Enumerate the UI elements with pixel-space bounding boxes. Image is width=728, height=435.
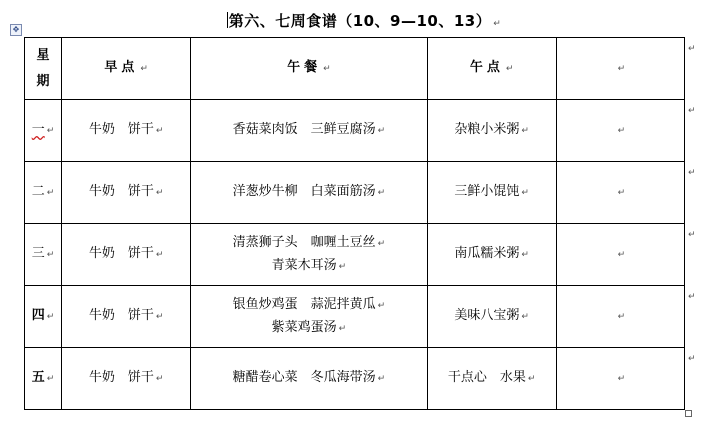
snack-cell[interactable] xyxy=(427,348,556,410)
extra-cell[interactable] xyxy=(556,286,684,348)
menu-title xyxy=(0,10,728,31)
day-label: 五 xyxy=(31,370,45,385)
breakfast-text: 牛奶 饼干 xyxy=(88,308,154,323)
row-end-mark-icon: ↵ xyxy=(688,354,696,364)
cell-end-mark-icon: ↵ xyxy=(155,188,164,198)
cell-end-mark-icon: ↵ xyxy=(155,374,164,384)
text-cursor xyxy=(227,12,228,28)
extra-cell[interactable] xyxy=(556,224,684,286)
cell-end-mark-icon: ↵ xyxy=(338,323,347,334)
cell-end-mark-icon: ↵ xyxy=(140,64,148,74)
lunch-cell[interactable] xyxy=(191,162,427,224)
breakfast-cell[interactable] xyxy=(62,100,191,162)
snack-cell[interactable] xyxy=(427,286,556,348)
cell-end-mark-icon: ↵ xyxy=(521,188,529,198)
snack-text: 三鲜小馄饨 xyxy=(454,184,520,199)
breakfast-text: 牛奶 饼干 xyxy=(88,246,154,261)
cell-end-mark-icon: ↵ xyxy=(527,374,536,384)
day-label: 一 xyxy=(31,122,45,137)
extra-cell[interactable] xyxy=(556,162,684,224)
lunch-text: 糖醋卷心菜 冬瓜海带汤 xyxy=(232,370,376,385)
extra-cell[interactable] xyxy=(556,100,684,162)
table-resize-handle[interactable] xyxy=(685,410,692,417)
cell-end-mark-icon: ↵ xyxy=(617,188,626,198)
table-header-row xyxy=(25,38,685,100)
cell-end-mark-icon: ↵ xyxy=(377,188,386,198)
breakfast-text: 牛奶 饼干 xyxy=(88,184,154,199)
paragraph-mark-icon: ↵ xyxy=(377,238,386,249)
cell-end-mark-icon: ↵ xyxy=(46,188,55,198)
lunch-line-1 xyxy=(191,232,426,255)
cell-end-mark-icon: ↵ xyxy=(521,312,529,322)
lunch-text: 青菜木耳汤 xyxy=(271,257,337,273)
menu-table xyxy=(24,37,685,410)
header-day-line1: 星 xyxy=(36,47,50,63)
menu-title-text: 第六、七周食谱（10、9—10、13） xyxy=(228,12,492,30)
snack-cell[interactable] xyxy=(427,162,556,224)
cell-end-mark-icon: ↵ xyxy=(521,126,529,136)
lunch-text: 紫菜鸡蛋汤 xyxy=(271,319,337,335)
lunch-line-1 xyxy=(191,294,426,317)
cell-end-mark-icon: ↵ xyxy=(155,312,164,322)
snack-text: 杂粮小米粥 xyxy=(454,122,520,137)
lunch-cell[interactable] xyxy=(191,224,427,286)
cell-end-mark-icon: ↵ xyxy=(46,312,55,322)
snack-text: 干点心 水果 xyxy=(447,370,526,385)
header-day-line2: 期 xyxy=(36,73,50,89)
header-extra-cell[interactable] xyxy=(556,38,684,100)
header-breakfast-label: 早点 xyxy=(104,60,139,75)
lunch-text: 银鱼炒鸡蛋 蒜泥拌黄瓜 xyxy=(232,296,376,312)
table-row xyxy=(25,348,685,410)
row-end-mark-icon: ↵ xyxy=(688,44,696,54)
header-breakfast-cell[interactable] xyxy=(62,38,191,100)
row-end-mark-icon: ↵ xyxy=(688,168,696,178)
header-snack-label: 午点 xyxy=(469,60,504,75)
row-end-mark-icon: ↵ xyxy=(688,230,696,240)
day-cell[interactable] xyxy=(25,162,62,224)
lunch-cell[interactable] xyxy=(191,286,427,348)
header-snack-cell[interactable] xyxy=(427,38,556,100)
table-row xyxy=(25,162,685,224)
cell-end-mark-icon: ↵ xyxy=(155,250,164,260)
day-label: 三 xyxy=(31,246,45,261)
day-cell[interactable] xyxy=(25,224,62,286)
breakfast-cell[interactable] xyxy=(62,286,191,348)
day-label: 二 xyxy=(31,184,45,199)
day-cell[interactable] xyxy=(25,286,62,348)
lunch-line-2 xyxy=(191,317,426,340)
breakfast-cell[interactable] xyxy=(62,162,191,224)
cell-end-mark-icon: ↵ xyxy=(338,261,347,272)
paragraph-mark-icon: ↵ xyxy=(377,300,386,311)
cell-end-mark-icon: ↵ xyxy=(46,374,55,384)
cell-end-mark-icon: ↵ xyxy=(323,64,331,74)
snack-text: 美味八宝粥 xyxy=(454,308,520,323)
cell-end-mark-icon: ↵ xyxy=(505,64,514,74)
cell-end-mark-icon: ↵ xyxy=(617,64,626,74)
cell-end-mark-icon: ↵ xyxy=(617,312,626,322)
cell-end-mark-icon: ↵ xyxy=(617,374,626,384)
table-row xyxy=(25,286,685,348)
cell-end-mark-icon: ↵ xyxy=(155,126,164,136)
snack-cell[interactable] xyxy=(427,224,556,286)
cell-end-mark-icon: ↵ xyxy=(377,126,386,136)
day-cell[interactable] xyxy=(25,348,62,410)
lunch-cell[interactable] xyxy=(191,100,427,162)
cell-end-mark-icon: ↵ xyxy=(46,126,55,136)
breakfast-text: 牛奶 饼干 xyxy=(88,122,154,137)
header-day-cell[interactable] xyxy=(25,38,62,100)
lunch-text: 香菇菜肉饭 三鲜豆腐汤 xyxy=(232,122,376,137)
table-row xyxy=(25,224,685,286)
lunch-text: 洋葱炒牛柳 白菜面筋汤 xyxy=(232,184,376,199)
cell-end-mark-icon: ↵ xyxy=(617,126,626,136)
lunch-line-2 xyxy=(191,255,426,278)
paragraph-mark-icon: ↵ xyxy=(493,19,502,29)
breakfast-cell[interactable] xyxy=(62,224,191,286)
header-lunch-label: 午餐 xyxy=(287,60,322,75)
breakfast-cell[interactable] xyxy=(62,348,191,410)
snack-cell[interactable] xyxy=(427,100,556,162)
lunch-cell[interactable] xyxy=(191,348,427,410)
extra-cell[interactable] xyxy=(556,348,684,410)
cell-end-mark-icon: ↵ xyxy=(521,250,529,260)
row-end-mark-icon: ↵ xyxy=(688,106,696,116)
lunch-text: 清蒸狮子头 咖喱土豆丝 xyxy=(232,234,376,250)
row-end-mark-icon: ↵ xyxy=(688,292,696,302)
breakfast-text: 牛奶 饼干 xyxy=(88,370,154,385)
day-label: 四 xyxy=(31,308,45,323)
table-row xyxy=(25,100,685,162)
day-cell[interactable] xyxy=(25,100,62,162)
snack-text: 南瓜糯米粥 xyxy=(454,246,520,261)
header-lunch-cell[interactable] xyxy=(191,38,427,100)
cell-end-mark-icon: ↵ xyxy=(46,250,55,260)
table-move-handle-icon[interactable]: ✥ xyxy=(10,24,22,36)
cell-end-mark-icon: ↵ xyxy=(377,374,386,384)
cell-end-mark-icon: ↵ xyxy=(617,250,626,260)
